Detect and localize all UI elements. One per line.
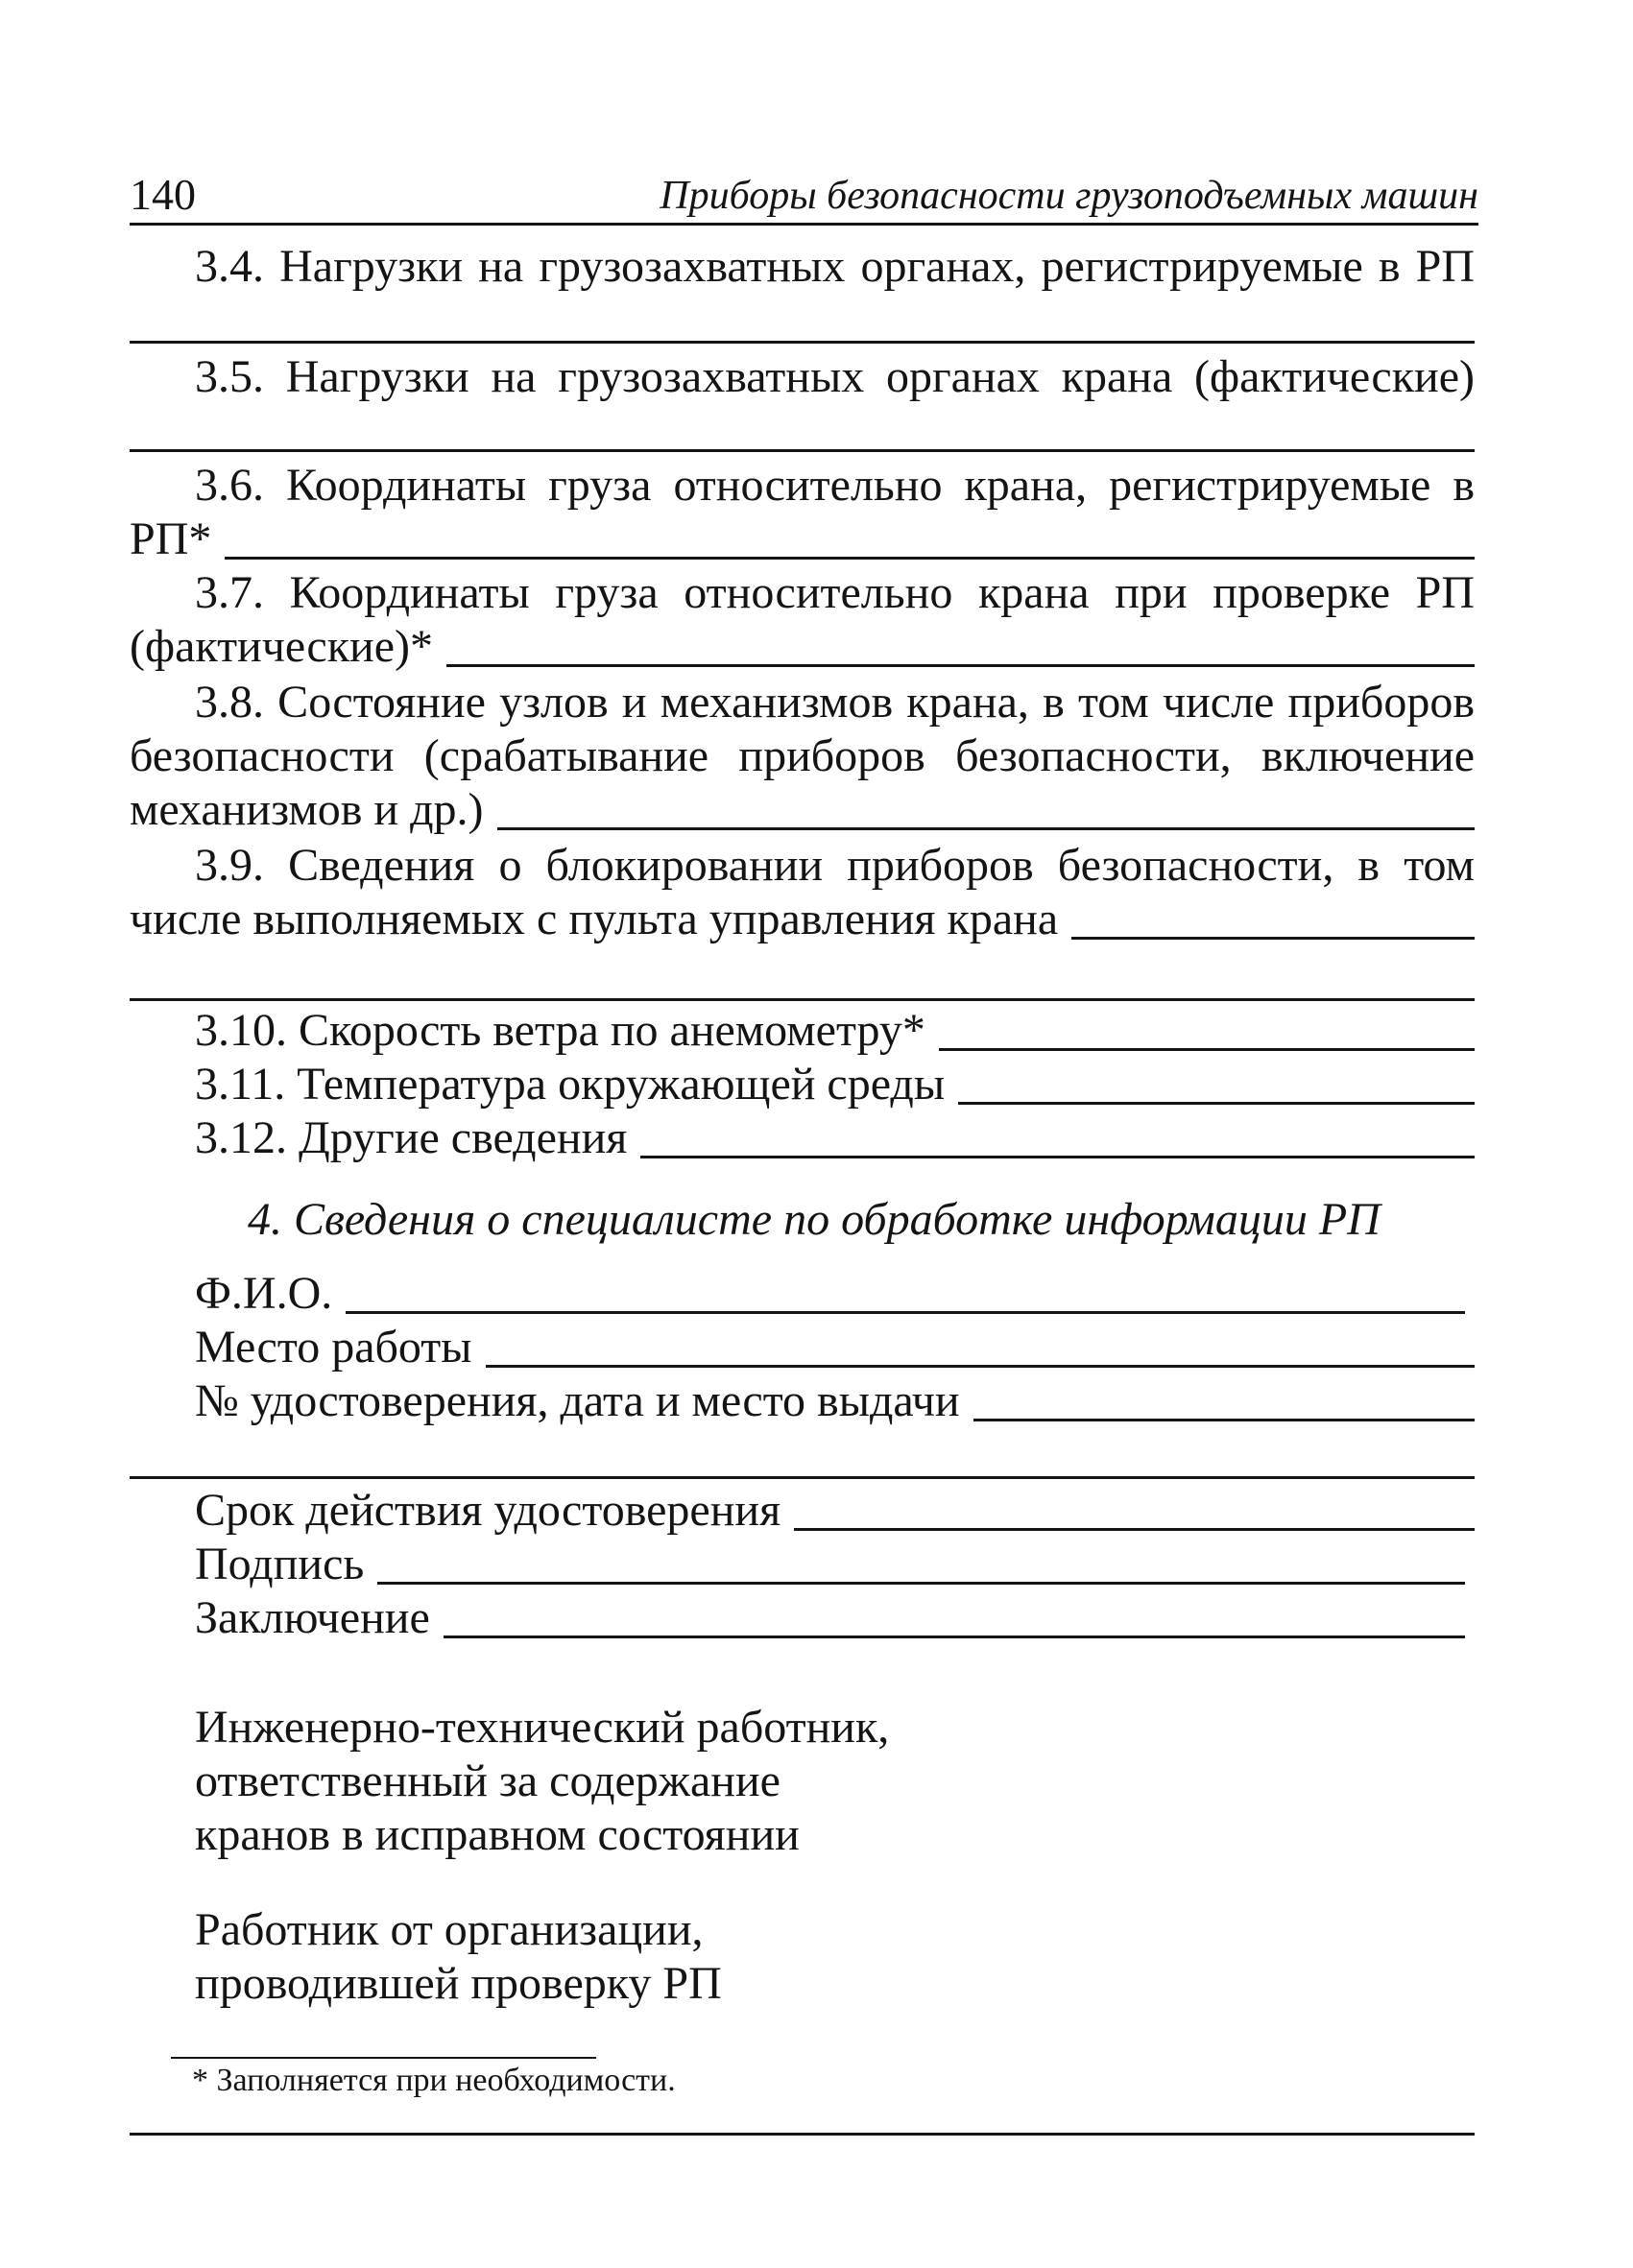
- item-3-9-line1: 3.9. Сведения о блокировании приборов безопасности, в том: [195, 840, 1475, 891]
- item-3-9-label: числе выполняемых с пульта управления крана: [130, 894, 1059, 944]
- item-3-9-line2: [130, 893, 1475, 946]
- field-validity-label: Срок действия удостоверения: [195, 1485, 781, 1536]
- field-conclusion: [195, 1591, 1465, 1645]
- fill-line-conclusion: [444, 1635, 1465, 1638]
- field-workplace-label: Место работы: [195, 1322, 472, 1373]
- fill-line-3-11: [958, 1102, 1475, 1105]
- item-3-4: 3.4. Нагрузки на грузозахватных органах, регистрируемые в РП: [195, 241, 1475, 292]
- fill-line-certificate: [973, 1419, 1475, 1421]
- fill-line-3-4: [130, 341, 1475, 344]
- item-3-10-label: 3.10. Скорость ветра по анемометру*: [195, 1005, 925, 1056]
- fill-line-certificate-extra: [130, 1476, 1475, 1479]
- fill-line-3-10: [939, 1048, 1475, 1051]
- item-3-7-line2: [130, 620, 1475, 674]
- section-4-heading: 4. Сведения о специалисте по обработке информации РП: [248, 1194, 1381, 1245]
- field-workplace: [195, 1321, 1475, 1374]
- engineer-line-1: Инженерно-технический работник,: [195, 1702, 890, 1753]
- field-certificate: [195, 1374, 1475, 1428]
- bottom-rule: [130, 2133, 1475, 2136]
- page-number: 140: [130, 170, 196, 219]
- item-3-6-line2: [130, 513, 1475, 566]
- field-fio: [195, 1267, 1465, 1321]
- fill-line-3-12: [640, 1156, 1475, 1158]
- field-signature-label: Подпись: [195, 1539, 365, 1589]
- field-validity: [195, 1484, 1475, 1538]
- fill-line-3-5: [130, 449, 1475, 452]
- item-3-8-line2: безопасности (срабатывание приборов безопасности, включение: [130, 730, 1475, 781]
- footnote-rule: [171, 2057, 596, 2059]
- item-3-11-label: 3.11. Температура окружающей среды: [195, 1059, 946, 1110]
- field-fio-label: Ф.И.О.: [195, 1268, 333, 1319]
- fill-line-3-8: [497, 827, 1475, 830]
- fill-line-validity: [794, 1528, 1475, 1531]
- field-conclusion-label: Заключение: [195, 1592, 430, 1643]
- footnote: * Заполняется при необходимости.: [192, 2063, 676, 2098]
- running-header: [130, 163, 1478, 226]
- item-3-12-label: 3.12. Другие сведения: [195, 1112, 628, 1163]
- item-3-10: [195, 1004, 1475, 1058]
- field-certificate-label: № удостоверения, дата и место выдачи: [195, 1375, 960, 1426]
- fill-line-3-9-extra: [130, 998, 1475, 1001]
- engineer-line-3: кранов в исправном состоянии: [195, 1809, 800, 1860]
- fill-line-fio: [346, 1311, 1465, 1314]
- item-3-6-line1: 3.6. Координаты груза относительно крана, регистрируемые в: [195, 460, 1475, 511]
- item-3-7-line1: 3.7. Координаты груза относительно крана при проверке РП: [195, 567, 1475, 618]
- fill-line-3-6: [225, 557, 1475, 560]
- inspector-line-1: Работник от организации,: [195, 1904, 704, 1955]
- fill-line-workplace: [486, 1365, 1475, 1368]
- item-3-11: [195, 1058, 1475, 1111]
- fill-line-3-9: [1071, 937, 1475, 940]
- engineer-line-2: ответственный за содержание: [195, 1755, 780, 1806]
- item-3-8-label: механизмов и др.): [130, 784, 484, 835]
- fill-line-3-7: [446, 664, 1475, 667]
- item-3-6-label: РП*: [130, 513, 212, 564]
- item-3-7-label: (фактические)*: [130, 621, 433, 672]
- fill-line-signature: [377, 1582, 1465, 1585]
- running-title: Приборы безопасности грузоподъемных машин: [660, 174, 1478, 218]
- item-3-8-line3: [130, 783, 1475, 837]
- field-signature: [195, 1538, 1465, 1591]
- item-3-8-line1: 3.8. Состояние узлов и механизмов крана, в том числе приборов: [195, 677, 1475, 728]
- inspector-line-2: проводившей проверку РП: [195, 1958, 722, 2009]
- item-3-5: 3.5. Нагрузки на грузозахватных органах крана (фактические): [195, 351, 1475, 402]
- item-3-12: [195, 1111, 1475, 1165]
